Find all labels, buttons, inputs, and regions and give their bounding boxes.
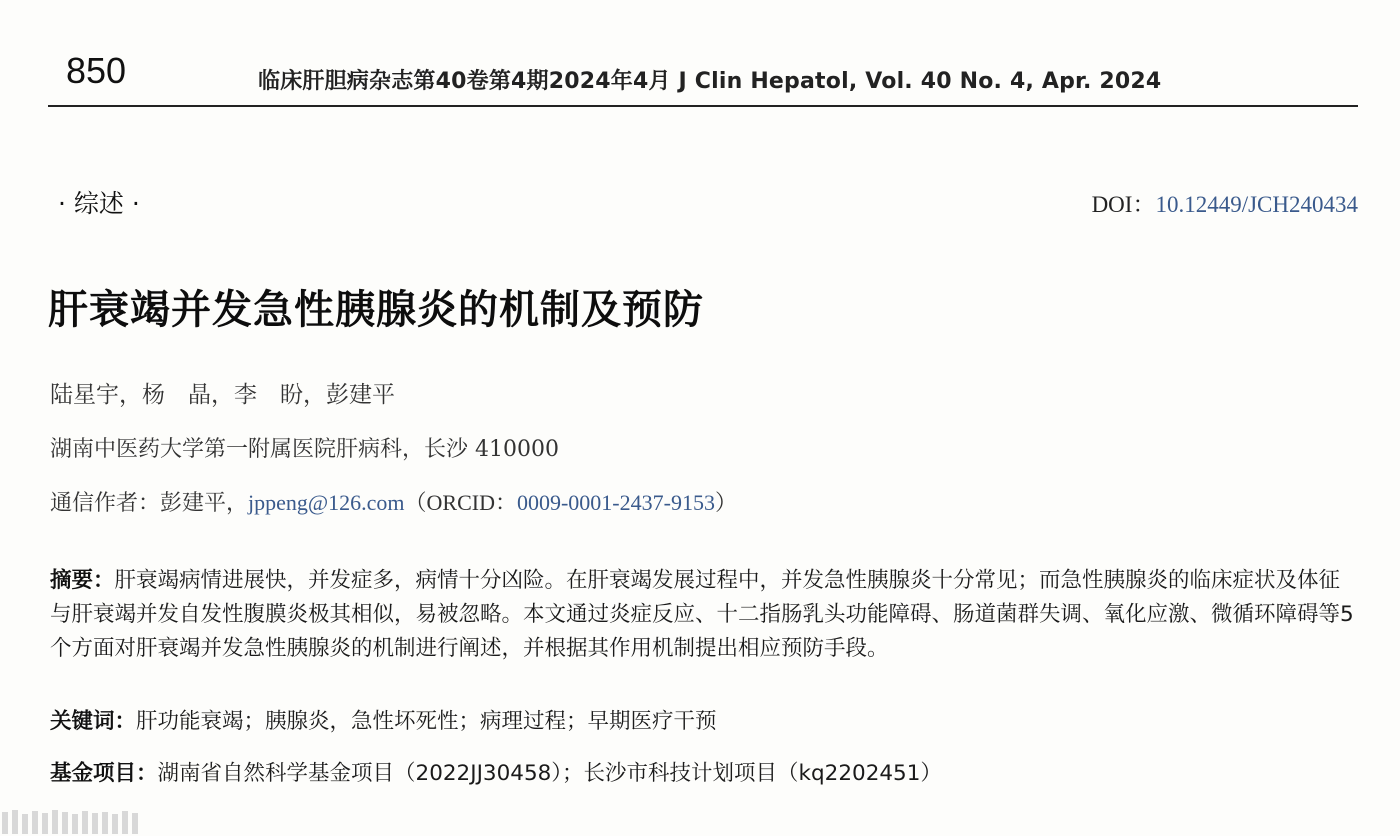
journal-citation-header: 临床肝胆病杂志第40卷第4期2024年4月 J Clin Hepatol, Vol. 40 No. 4, Apr. 2024	[258, 69, 1162, 94]
abstract	[50, 564, 1360, 666]
funding	[50, 756, 942, 787]
doi-line	[1092, 186, 1358, 219]
keywords	[50, 704, 717, 735]
article-title: 肝衰竭并发急性胰腺炎的机制及预防	[48, 286, 704, 333]
email-link[interactable]: jppeng@126.com	[248, 490, 405, 515]
doi-link[interactable]: 10.12449/JCH240434	[1155, 192, 1358, 217]
keywords-label: 关键词：	[50, 709, 137, 734]
abstract-text: 肝衰竭病情进展快，并发症多，病情十分凶险。在肝衰竭发展过程中，并发急性胰腺炎十分常见；而急性胰腺炎的临床症状及体征与肝衰竭并发自发性腹膜炎极其相似，易被忽略。本文通过炎症反应、十二指肠乳头功能障碍、肠道菌群失调、氧化应激、微循环障碍等5个方面对肝衰竭并发急性胰腺炎的机制进行阐述，并根据其作用机制提出相应预防手段。	[50, 568, 1354, 661]
doi-label: DOI：	[1091, 192, 1156, 217]
corresponding-author	[50, 486, 737, 517]
header-divider	[48, 105, 1358, 107]
orcid-close: ）	[714, 490, 737, 515]
corresponding-label: 通信作者：彭建平，	[50, 491, 249, 516]
page-number: 850	[66, 50, 127, 91]
section-label: · 综述 ·	[58, 189, 140, 218]
funding-label: 基金项目：	[50, 761, 158, 786]
keywords-text: 肝功能衰竭；胰腺炎，急性坏死性；病理过程；早期医疗干预	[136, 709, 717, 734]
abstract-label: 摘要：	[50, 568, 115, 593]
author-list: 陆星宇，杨 晶，李 盼，彭建平	[50, 382, 395, 408]
funding-text: 湖南省自然科学基金项目（2022JJ30458）；长沙市科技计划项目（kq2202451）	[157, 761, 942, 786]
affiliation: 湖南中医药大学第一附属医院肝病科，长沙 410000	[50, 437, 559, 462]
orcid-link[interactable]: 0009-0001-2437-9153	[516, 490, 715, 515]
orcid-label: （ORCID：	[404, 490, 517, 515]
watermark-graphic	[0, 806, 170, 836]
